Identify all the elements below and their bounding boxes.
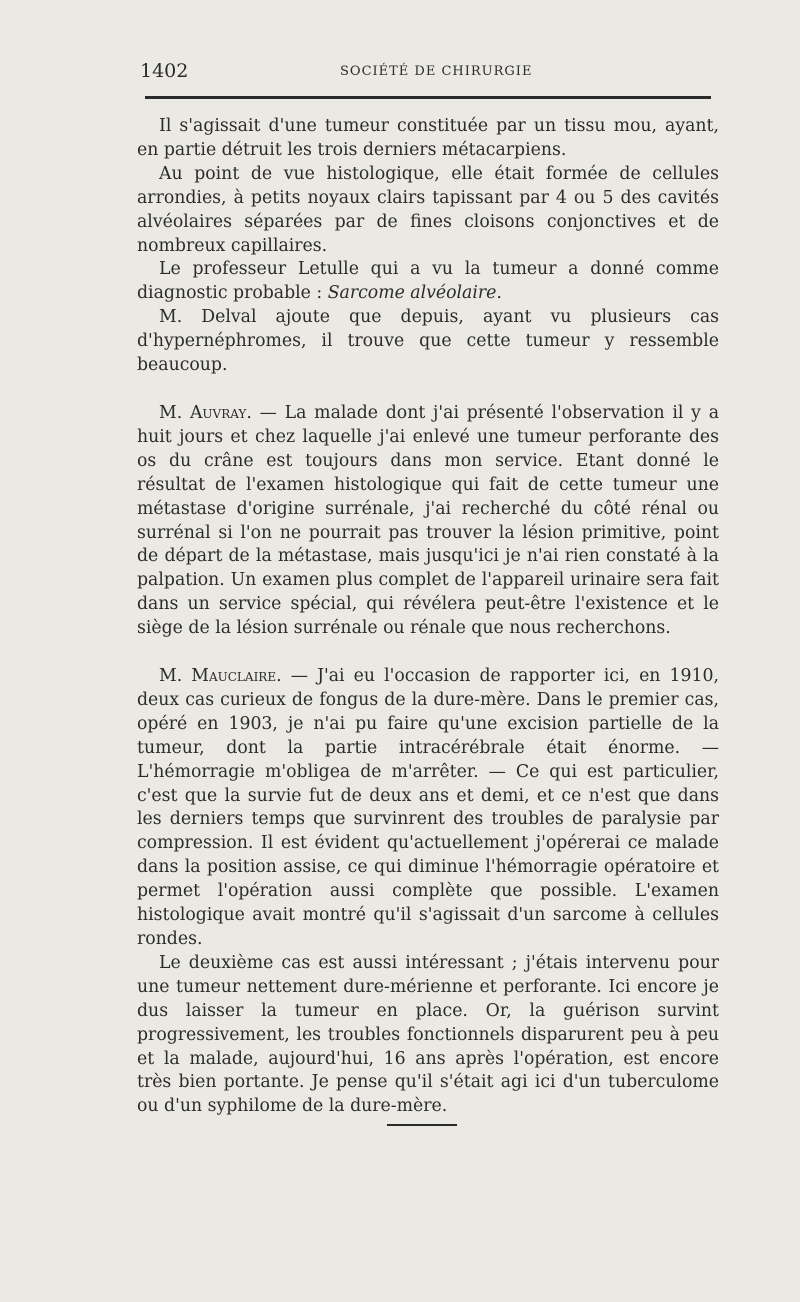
page-number: 1402 bbox=[140, 60, 189, 82]
page-header bbox=[140, 56, 720, 90]
speaker-name-auvray: Auvray bbox=[189, 402, 247, 423]
paragraph-auvray bbox=[137, 402, 719, 641]
paragraph-delval: M. Delval ajoute que depuis, ayant vu plusieurs cas d'hypernéphromes, il trouve que cette tumeur y ressemble beaucoup. bbox=[137, 307, 719, 376]
end-rule bbox=[387, 1124, 457, 1126]
paragraph-histologie: Au point de vue histologique, elle était formée de cellules arrondies, à petits noyaux clairs tapissant par 4 ou 5 des cavités alvéolaires séparées par de fines cloisons conjonctives et de nombreux capillaires. bbox=[137, 163, 719, 256]
speaker-name-mauclaire: Mauclaire bbox=[191, 666, 277, 687]
letulle-text: Le professeur Letulle qui a vu la tumeur a donné comme diagnostic probable : bbox=[137, 259, 719, 304]
paragraph-tumeur: Il s'agissait d'une tumeur constituée par un tissu mou, ayant, en partie détruit les trois derniers métacarpiens. bbox=[137, 116, 719, 160]
diagnosis-italic: Sarcome alvéolaire. bbox=[327, 283, 502, 304]
paragraph-letulle bbox=[137, 258, 719, 306]
speaker-prefix: M. bbox=[159, 666, 192, 687]
mauclaire-text: . — J'ai eu l'occasion de rapporter ici, en 1910, deux cas curieux de fongus de la dure-mère. Dans le premier cas, opéré en 1903, je n'ai pu faire qu'une excision partielle de la tumeur, dont la partie intracérébrale était énorme. — L'hémorragie m'obligea de m'arrêter. — Ce qui est particulier, c'est que la survie fut de deux ans et demi, et ce n'est que dans les derniers temps que survinrent des troubles de paralysie par compression. Il est évident qu'actuellement j'opérerai ce malade dans la position assise, ce qui diminue l'hémorragie opératoire et permet l'opération aussi complète que possible. L'examen histologique avait montré qu'il s'agissait d'un sarcome à cellules rondes. bbox=[137, 666, 719, 949]
auvray-text: . — La malade dont j'ai présenté l'observation il y a huit jours et chez laquelle j'ai enlevé une tumeur perforante des os du crâne est toujours dans mon service. Etant donné le résultat de l'examen histologique qui fait de cette tumeur une métastase d'origine surrénale, j'ai recherché du côté rénal ou surrénal si l'on ne pourrait pas trouver la lésion primitive, point de départ de la métastase, mais jusqu'ici je n'ai rien constaté à la palpation. Un examen plus complet de l'appareil urinaire sera fait dans un service spécial, qui révélera peut-être l'existence et le siège de la lésion surrénale ou rénale que nous recherchons. bbox=[137, 402, 720, 639]
speaker-prefix: M. bbox=[159, 402, 190, 423]
header-rule bbox=[145, 96, 711, 99]
section-spacer bbox=[137, 641, 719, 665]
paragraph-deuxieme-cas: Le deuxième cas est aussi intéressant ; j'étais intervenu pour une tumeur nettement dure-mérienne et perforante. Ici encore je dus laisser la tumeur en place. Or, la guérison survint progressivement, les troubles fonctionnels disparurent peu à peu et la malade, aujourd'hui, 16 ans après l'opération, est encore très bien portante. Je pense qu'il s'était agi ici d'un tuberculome ou d'un syphilome de la dure-mère. bbox=[137, 952, 719, 1117]
body-text bbox=[137, 115, 719, 1119]
running-head: SOCIÉTÉ DE CHIRURGIE bbox=[340, 64, 533, 79]
section-spacer bbox=[137, 378, 719, 402]
paragraph-mauclaire bbox=[137, 665, 719, 952]
